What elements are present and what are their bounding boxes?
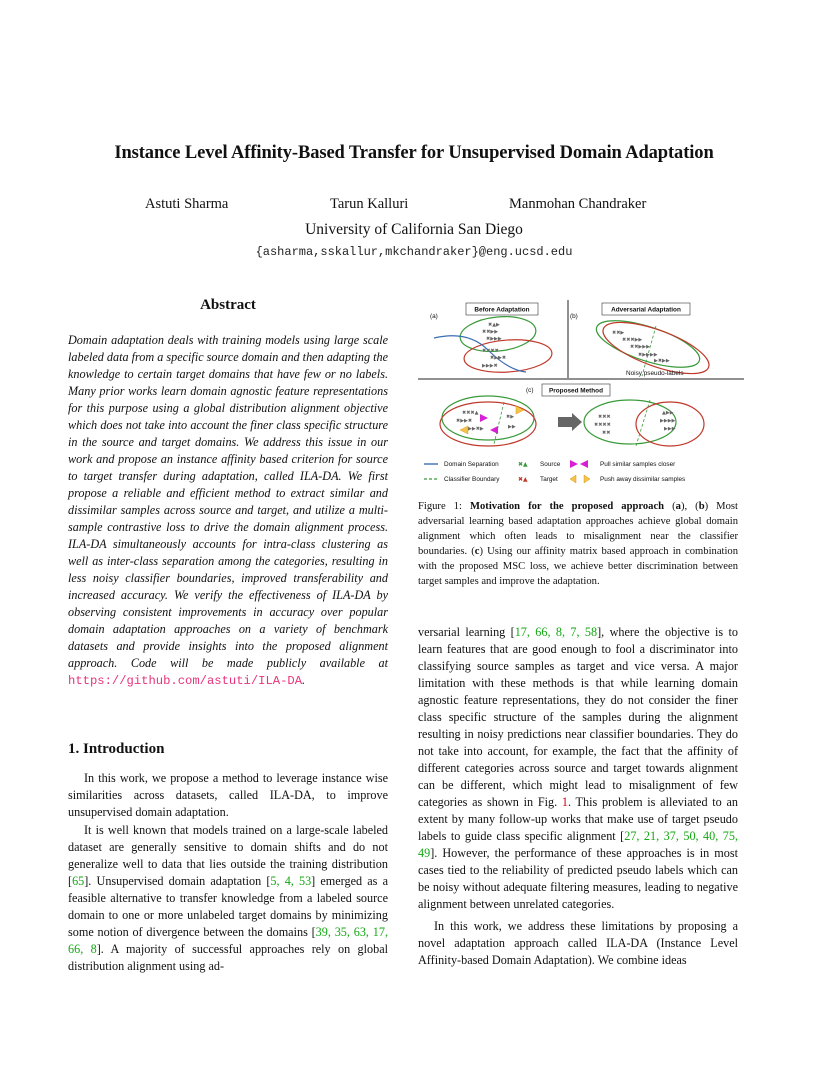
- svg-text:✖▶▶✖: ✖▶▶✖: [490, 355, 507, 361]
- citation-link[interactable]: 27, 21, 37, 50, 40, 75, 49: [418, 829, 738, 860]
- legend-source: Source: [540, 461, 561, 468]
- legend-push-icon: [570, 475, 590, 483]
- legend-target-glyph: ✖▲: [518, 476, 528, 483]
- citation-link[interactable]: 65: [72, 874, 85, 888]
- svg-text:▶▶▶✖: ▶▶▶✖: [482, 363, 498, 369]
- svg-text:✖✖✖▲: ✖✖✖▲: [462, 410, 479, 416]
- svg-text:▶▶✖▶: ▶▶✖▶: [468, 426, 484, 432]
- panel-b-samples: [612, 330, 670, 364]
- classifier-boundary-result: [636, 400, 650, 446]
- transition-arrow: [558, 413, 582, 431]
- author-2: Tarun Kalluri: [330, 196, 409, 212]
- panel-b-label: (b): [570, 313, 578, 320]
- classifier-boundary-b: [642, 326, 656, 376]
- svg-text:✖▶▶▶▶: ✖▶▶▶▶: [638, 352, 658, 358]
- svg-text:✖✖✖✖: ✖✖✖✖: [594, 422, 611, 428]
- abstract-body: Domain adaptation deals with training models using large scale labeled data from a specific source domain and then adapting the knowledge to certain target domains that have few or no labels. Many prior works learn domain agnostic feature representations for this purpose using a global distribution alignment objective which does not take into account the finer class specific structure in the source and target domains. We address this issue in our work and propose an instance affinity based criterion for source to target transfer during adaptation, called ILA-DA. We first propose a reliable and efficient method to extract similar and dissimilar samples across source and target, and utilize a multi-sample contrastive loss to drive the domain alignment process. ILA-DA simultaneously accounts for intra-class clustering as well as inter-class separation among the categories, resulting in less noisy classifier boundaries, improved transferability and increased accuracy. We verify the effectiveness of ILA-DA by observing consistent improvements in accuracy over popular domain adaptation approaches on a variety of benchmark datasets and provide insights into the proposed alignment approach. Code will be made publicly available at: [68, 333, 388, 670]
- citation-link[interactable]: 17, 66, 8, 7, 58: [514, 625, 598, 639]
- intro-paragraph-1: In this work, we propose a method to leverage instance wise similarities across datasets, called ILA-DA, to improve unsupervised domain adaptation.: [68, 771, 388, 819]
- svg-text:✖✖▶▶▶: ✖✖▶▶▶: [630, 344, 650, 350]
- abstract-end: .: [302, 673, 306, 687]
- intro-paragraph-2: It is well known that models trained on a large-scale labeled dataset are generally sensitive to domain shifts and do not generalize well to data that lies outside the training distribution [65]. Unsupervised domain adaptation [5, 4, 53] emerged as a feasible alternative to transfer knowledge from a labeled source domain to one or more unlabeled target domains by minimizing some notion of divergence between the domains [39, 35, 63, 17, 66, 8]. A majority of successful approaches rely on global distribution alignment using ad-: [68, 823, 389, 973]
- svg-text:▶▶▶: ▶▶▶: [664, 426, 676, 432]
- svg-text:✖▶▶✖: ✖▶▶✖: [456, 418, 473, 424]
- figure-1: [416, 296, 746, 488]
- figure-reference-link[interactable]: 1: [561, 795, 568, 809]
- svg-text:▶▶▶▶: ▶▶▶▶: [660, 418, 676, 424]
- proposed-title: Proposed Method: [549, 387, 603, 395]
- figure-caption: Figure 1: Motivation for the proposed approach (a), (b) Most adversarial learning based adaptation approaches achieve global domain alignment which often leads to misalignment near the classifier boundaries. (c) Using our affinity matrix based approach in combination with the proposed MSC loss, we achieve better discrimination between target samples and improve the adaptation.: [418, 501, 738, 587]
- svg-text:▶✖▶▶: ▶✖▶▶: [654, 358, 670, 364]
- legend-push: Push away dissimilar samples: [600, 476, 686, 483]
- svg-text:✖✖✖: ✖✖✖: [598, 414, 611, 420]
- legend-target: Target: [540, 476, 558, 483]
- legend-pull-icon: [570, 460, 588, 468]
- classifier-boundary-c: [494, 402, 504, 444]
- result-samples: [594, 410, 676, 436]
- svg-text:✖✖: ✖✖: [602, 430, 611, 436]
- svg-text:✖✖▶▶: ✖✖▶▶: [482, 329, 499, 335]
- before-title: Before Adaptation: [474, 306, 530, 314]
- svg-text:▶▶: ▶▶: [508, 424, 516, 430]
- svg-text:✖▲▶: ✖▲▶: [488, 322, 500, 328]
- paper-title: Instance Level Affinity-Based Transfer for Unsupervised Domain Adaptation: [114, 143, 714, 163]
- svg-text:✖✖▶: ✖✖▶: [612, 330, 625, 336]
- right-paragraph-1: versarial learning [17, 66, 8, 7, 58], where the objective is to learn features that are good enough to fool a discriminator into classifying source samples as target and vice versa. A major limitation with these methods is that while learning domain agnostic feature representations, they do not consider the finer class specific structure of the samples during the alignment resulting in noisy predictions near classifier boundaries. They do not take into account, for example, the fact that the affinity of different categories across source and target towards alignment can be different, which might lead to misalignment of few categories as shown in Fig. 1. This problem is alleviated to an extent by many follow-up works that make use of target pseudo labels to guide class specific alignment [27, 21, 37, 50, 40, 75, 49]. However, the performance of these approaches is in most cases tied to the reliability of predicted pseudo labels which can be noisy without adequate filtering measures, leading to negative alignment between unrelated categories.: [418, 625, 738, 911]
- svg-text:▲▶▶: ▲▶▶: [662, 410, 674, 416]
- affiliation: University of California San Diego: [305, 221, 523, 238]
- panel-a-label: (a): [430, 313, 438, 320]
- panel-c-label: (c): [526, 387, 534, 394]
- intro-heading: 1. Introduction: [68, 741, 165, 757]
- svg-text:✖✖✖✖: ✖✖✖✖: [482, 348, 499, 354]
- domain-separation-line: [434, 336, 526, 372]
- citation-link[interactable]: 39, 35, 63, 17, 66, 8: [68, 925, 388, 956]
- right-paragraph-2: In this work, we address these limitations by proposing a novel adaptation approach called ILA-DA (Instance Level Affinity-based Domain Adaptation). We combine ideas: [418, 919, 738, 967]
- author-3: Manmohan Chandraker: [509, 196, 647, 212]
- abstract-text: [68, 332, 388, 690]
- legend-domain-separation: Domain Separation: [444, 461, 499, 468]
- citation-link[interactable]: 5, 4, 53: [270, 874, 312, 888]
- svg-text:✖✖✖▶▶: ✖✖✖▶▶: [622, 337, 643, 343]
- legend-pull: Pull similar samples closer: [600, 461, 676, 468]
- noisy-pseudo-label: Noisy pseudo-labels: [626, 370, 684, 377]
- code-url-link[interactable]: https://github.com/astuti/ILA-DA: [68, 674, 303, 688]
- svg-text:✖▶: ✖▶: [506, 414, 515, 420]
- author-1: Astuti Sharma: [145, 196, 229, 212]
- legend-classifier-boundary: Classifier Boundary: [444, 476, 500, 483]
- svg-text:✖▶▶▶: ✖▶▶▶: [486, 336, 502, 342]
- legend-source-glyph: ✖▲: [518, 461, 528, 468]
- result-target-ellipse: [636, 402, 704, 446]
- author-email: {asharma,sskallur,mkchandraker}@eng.ucsd.edu: [255, 245, 573, 259]
- adversarial-title: Adversarial Adaptation: [611, 306, 681, 314]
- target-cluster-ellipse: [463, 337, 553, 375]
- abstract-heading: Abstract: [200, 297, 256, 313]
